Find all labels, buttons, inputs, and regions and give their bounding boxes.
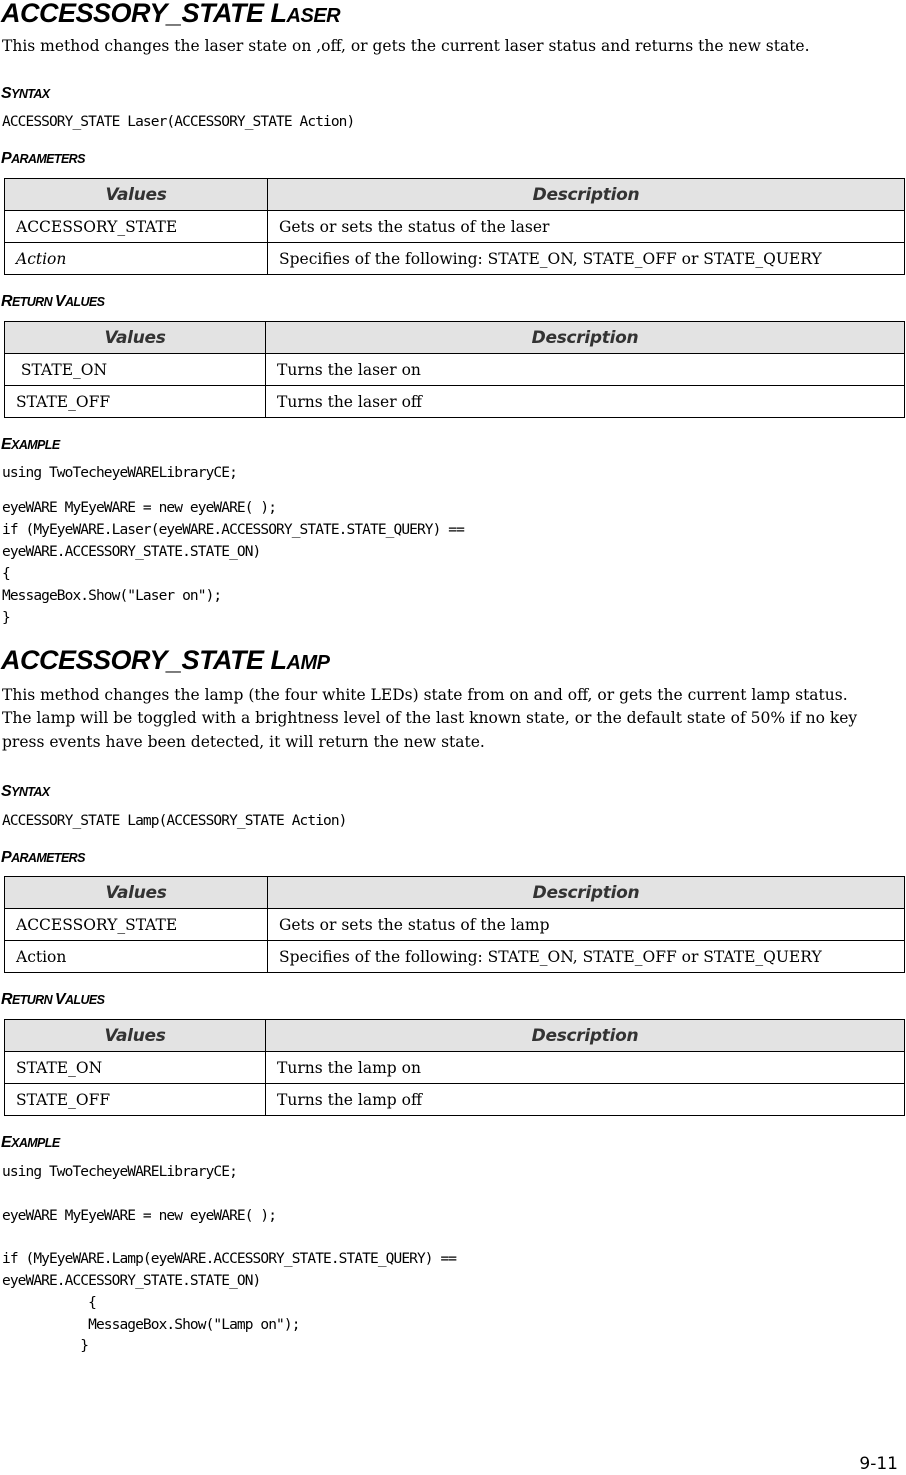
description-column-header: Description	[268, 877, 905, 909]
description-cell: Turns the laser on	[266, 354, 905, 386]
value-cell: STATE_OFF	[5, 1084, 266, 1116]
description-cell: Specifies of the following: STATE_ON, STATE_OFF or STATE_QUERY	[268, 243, 905, 275]
value-cell: ACCESSORY_STATE	[5, 211, 268, 243]
lamp-parameters-heading: PARAMETERS	[1, 849, 85, 866]
table-header-row	[5, 1020, 905, 1052]
lamp-example-code-line: {	[2, 1295, 96, 1311]
description-column-header: Description	[266, 322, 905, 354]
table-row	[5, 211, 905, 243]
lamp-example-code-line: if (MyEyeWARE.Lamp(eyeWARE.ACCESSORY_STATE.STATE_QUERY) ==	[2, 1251, 457, 1267]
table-row	[5, 386, 905, 418]
laser-example-code-line: }	[2, 610, 10, 626]
laser-example-code-line: eyeWARE.ACCESSORY_STATE.STATE_ON)	[2, 544, 261, 560]
value-cell: ACCESSORY_STATE	[5, 909, 268, 941]
laser-syntax-code: ACCESSORY_STATE Laser(ACCESSORY_STATE Action)	[2, 114, 355, 130]
description-cell: Specifies of the following: STATE_ON, STATE_OFF or STATE_QUERY	[268, 941, 905, 973]
lamp-section-title: ACCESSORY_STATE LAMP	[1, 645, 330, 675]
lamp-parameters-table	[4, 876, 905, 973]
lamp-intro-text: This method changes the lamp (the four white LEDs) state from on and off, or gets the current lamp status.	[2, 686, 848, 704]
values-column-header: Values	[5, 322, 266, 354]
value-cell: STATE_ON	[5, 1052, 266, 1084]
table-row	[5, 941, 905, 973]
lamp-return-values-heading: RETURN VALUES	[1, 991, 105, 1008]
lamp-intro-text: The lamp will be toggled with a brightness level of the last known state, or the default state of 50% if no key	[2, 709, 858, 727]
laser-syntax-heading: SYNTAX	[1, 85, 50, 102]
laser-section-title: ACCESSORY_STATE LASER	[1, 0, 341, 28]
lamp-return-values-table	[4, 1019, 905, 1116]
page-number: 9-11	[859, 1454, 898, 1474]
laser-return-values-table	[4, 321, 905, 418]
laser-example-code-line: MessageBox.Show("Laser on");	[2, 588, 222, 604]
values-column-header: Values	[5, 877, 268, 909]
description-column-header: Description	[268, 179, 905, 211]
lamp-example-code-line: }	[2, 1338, 89, 1354]
table-row	[5, 1084, 905, 1116]
lamp-example-code-line: MessageBox.Show("Lamp on");	[2, 1317, 300, 1333]
laser-example-code-line: eyeWARE MyEyeWARE = new eyeWARE( );	[2, 500, 277, 516]
laser-example-heading: EXAMPLE	[1, 436, 60, 453]
value-cell: STATE_OFF	[5, 386, 266, 418]
description-cell: Gets or sets the status of the lamp	[268, 909, 905, 941]
description-cell: Gets or sets the status of the laser	[268, 211, 905, 243]
lamp-example-heading: EXAMPLE	[1, 1134, 60, 1151]
lamp-example-code-line: eyeWARE MyEyeWARE = new eyeWARE( );	[2, 1208, 277, 1224]
value-cell: STATE_ON	[5, 354, 266, 386]
lamp-syntax-code: ACCESSORY_STATE Lamp(ACCESSORY_STATE Action)	[2, 813, 347, 829]
lamp-syntax-heading: SYNTAX	[1, 783, 50, 800]
description-cell: Turns the lamp off	[266, 1084, 905, 1116]
laser-example-code-line: if (MyEyeWARE.Laser(eyeWARE.ACCESSORY_STATE.STATE_QUERY) ==	[2, 522, 464, 538]
table-row	[5, 1052, 905, 1084]
value-cell: Action	[5, 941, 268, 973]
laser-parameters-table	[4, 178, 905, 275]
table-row	[5, 354, 905, 386]
description-cell: Turns the lamp on	[266, 1052, 905, 1084]
values-column-header: Values	[5, 179, 268, 211]
table-row	[5, 909, 905, 941]
laser-intro-text: This method changes the laser state on ,off, or gets the current laser status and returns the new state.	[2, 37, 810, 55]
description-cell: Turns the laser off	[266, 386, 905, 418]
values-column-header: Values	[5, 1020, 266, 1052]
lamp-example-code-line: eyeWARE.ACCESSORY_STATE.STATE_ON)	[2, 1273, 261, 1289]
value-cell: Action	[5, 243, 268, 275]
description-column-header: Description	[266, 1020, 905, 1052]
lamp-intro-text: press events have been detected, it will return the new state.	[2, 733, 485, 751]
laser-example-code-line: using TwoTecheyeWARELibraryCE;	[2, 465, 237, 481]
table-header-row	[5, 877, 905, 909]
table-header-row	[5, 179, 905, 211]
laser-return-values-heading: RETURN VALUES	[1, 293, 105, 310]
laser-parameters-heading: PARAMETERS	[1, 150, 85, 167]
lamp-example-code-line: using TwoTecheyeWARELibraryCE;	[2, 1164, 237, 1180]
table-row	[5, 243, 905, 275]
laser-example-code-line: {	[2, 566, 10, 582]
table-header-row	[5, 322, 905, 354]
